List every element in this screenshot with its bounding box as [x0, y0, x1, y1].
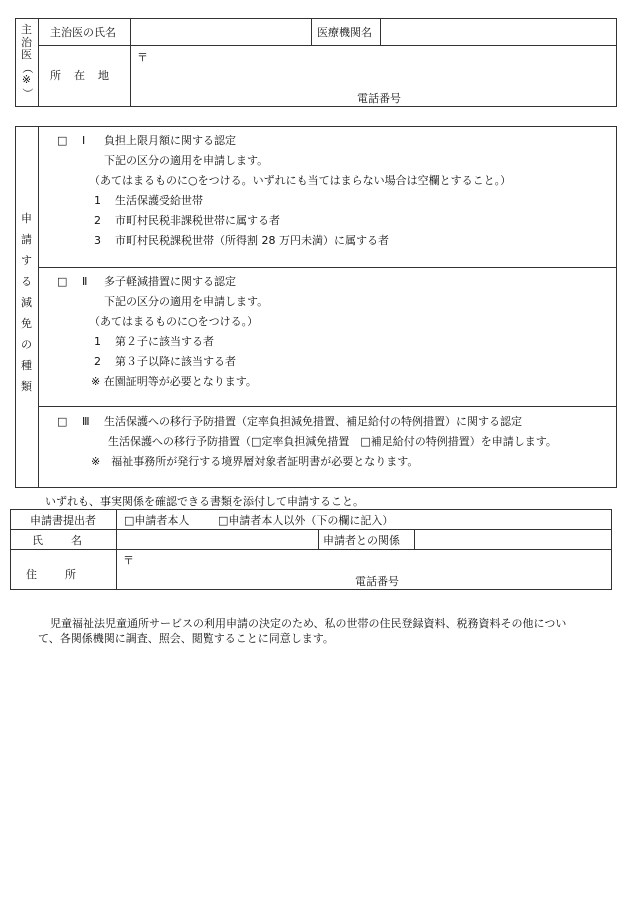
- submitter-phone-label: 電話番号: [355, 575, 399, 588]
- item1-checkbox[interactable]: □: [57, 134, 68, 147]
- submitter-phone-field[interactable]: [408, 575, 603, 588]
- item3-note: ※ 福祉事務所が発行する境界層対象者証明書が必要となります。: [91, 455, 419, 468]
- reduction-side-char: 免: [21, 317, 32, 330]
- relation-label: 申請者との関係: [323, 534, 400, 547]
- item1-option-text: 市町村民税非課税世帯に属する者: [115, 214, 280, 227]
- submitter-option-self[interactable]: □申請者本人: [124, 514, 190, 527]
- item2-checkbox[interactable]: □: [57, 275, 68, 288]
- item3-line1: 生活保護への移行予防措置（□定率負担減免措置 □補足給付の特例措置）を申請します。: [108, 435, 557, 448]
- doctor-phone-label: 電話番号: [357, 92, 401, 105]
- institution-field[interactable]: [386, 27, 611, 41]
- attachment-note: いずれも、事実関係を確認できる書類を添付して申請すること。: [45, 495, 364, 508]
- item1-numeral: Ⅰ: [82, 134, 86, 147]
- submitter-name-field[interactable]: [122, 534, 312, 547]
- submitter-address-label: 住 所: [26, 568, 78, 581]
- doctor-label-divider: [130, 18, 131, 107]
- item2-option-text: 第３子以降に該当する者: [115, 355, 236, 368]
- relation-label-right-divider: [414, 529, 415, 549]
- item2-line1: 下記の区分の適用を申請します。: [104, 295, 269, 308]
- item2-title: 多子軽減措置に関する認定: [104, 275, 236, 288]
- item3-checkbox[interactable]: □: [57, 415, 68, 428]
- item2-line2: （あてはまるものに○をつける。）: [89, 315, 259, 328]
- item1-option-num: 1: [94, 194, 101, 207]
- item2-option-num: 1: [94, 335, 101, 348]
- doctor-side-char: ※: [21, 73, 32, 86]
- relation-label-left-divider: [318, 529, 319, 549]
- reduction-side-char: る: [21, 275, 32, 288]
- submitter-postal-mark: 〒: [123, 554, 134, 567]
- doctor-name-label: 主治医の氏名: [50, 26, 116, 39]
- doctor-address-field[interactable]: [152, 52, 602, 66]
- submitter-label: 申請書提出者: [30, 514, 96, 527]
- reduction-side-char: 種: [21, 359, 32, 372]
- item1-line2: （あてはまるものに○をつける。いずれにも当てはまらない場合は空欄とすること。）: [89, 174, 512, 187]
- doctor-name-field[interactable]: [136, 27, 306, 41]
- reduction-side-char: 請: [21, 233, 32, 246]
- item1-line1: 下記の区分の適用を申請します。: [104, 154, 269, 167]
- item2-option-text: 第２子に該当する者: [115, 335, 214, 348]
- item1-option-text: 市町村民税課税世帯（所得割 28 万円未満）に属する者: [115, 234, 389, 247]
- submitter-row-divider-1: [10, 529, 612, 530]
- doctor-phone-field[interactable]: [410, 91, 600, 105]
- consent-text-line1: 児童福祉法児童通所サービスの利用申請の決定のため、私の世帯の住民登録資料、税務資料その他につい: [50, 617, 567, 630]
- reduction-side-char: の: [21, 338, 32, 351]
- postal-mark: 〒: [137, 51, 148, 64]
- submitter-label-divider: [116, 509, 117, 590]
- doctor-row-divider: [38, 45, 617, 46]
- institution-label: 医療機関名: [317, 26, 372, 39]
- item1-option-num: 2: [94, 214, 101, 227]
- item2-numeral: Ⅱ: [82, 275, 88, 288]
- doctor-side-char: 治: [21, 35, 32, 49]
- reduction-side-divider: [38, 126, 39, 488]
- item1-option-num: 3: [94, 234, 101, 247]
- submitter-name-label: 氏 名: [32, 534, 84, 547]
- submitter-option-other[interactable]: □申請者本人以外（下の欄に記入）: [218, 514, 394, 527]
- doctor-side-char: （: [20, 62, 34, 74]
- submitter-row-divider-2: [10, 549, 612, 550]
- reduction-side-char: 類: [21, 380, 32, 393]
- reduction-side-char: 減: [21, 296, 32, 309]
- item2-note: ※ 在園証明等が必要となります。: [91, 375, 257, 388]
- relation-field[interactable]: [420, 534, 606, 547]
- reduction-side-label: [15, 208, 38, 397]
- consent-text-line2: て、各関係機関に調査、照会、閲覧することに同意します。: [38, 632, 334, 645]
- reduction-side-char: 申: [21, 212, 32, 225]
- item1-title: 負担上限月額に関する認定: [104, 134, 236, 147]
- institution-label-right-divider: [380, 18, 381, 45]
- doctor-side-char: 主: [21, 23, 32, 36]
- institution-label-left-divider: [311, 18, 312, 45]
- doctor-side-label: [15, 24, 38, 99]
- submitter-address-field[interactable]: [138, 555, 598, 568]
- doctor-address-label: 所 在 地: [50, 69, 110, 82]
- doctor-side-char: ）: [20, 87, 34, 99]
- reduction-side-char: す: [21, 254, 32, 267]
- reduction-item-divider-1: [38, 267, 617, 268]
- item3-title: 生活保護への移行予防措置（定率負担減免措置、補足給付の特例措置）に関する認定: [104, 415, 522, 428]
- item2-option-num: 2: [94, 355, 101, 368]
- doctor-section-divider: [38, 18, 39, 107]
- item3-numeral: Ⅲ: [82, 415, 90, 428]
- doctor-side-char: 医: [21, 48, 32, 61]
- reduction-item-divider-2: [38, 406, 617, 407]
- item1-option-text: 生活保護受給世帯: [115, 194, 203, 207]
